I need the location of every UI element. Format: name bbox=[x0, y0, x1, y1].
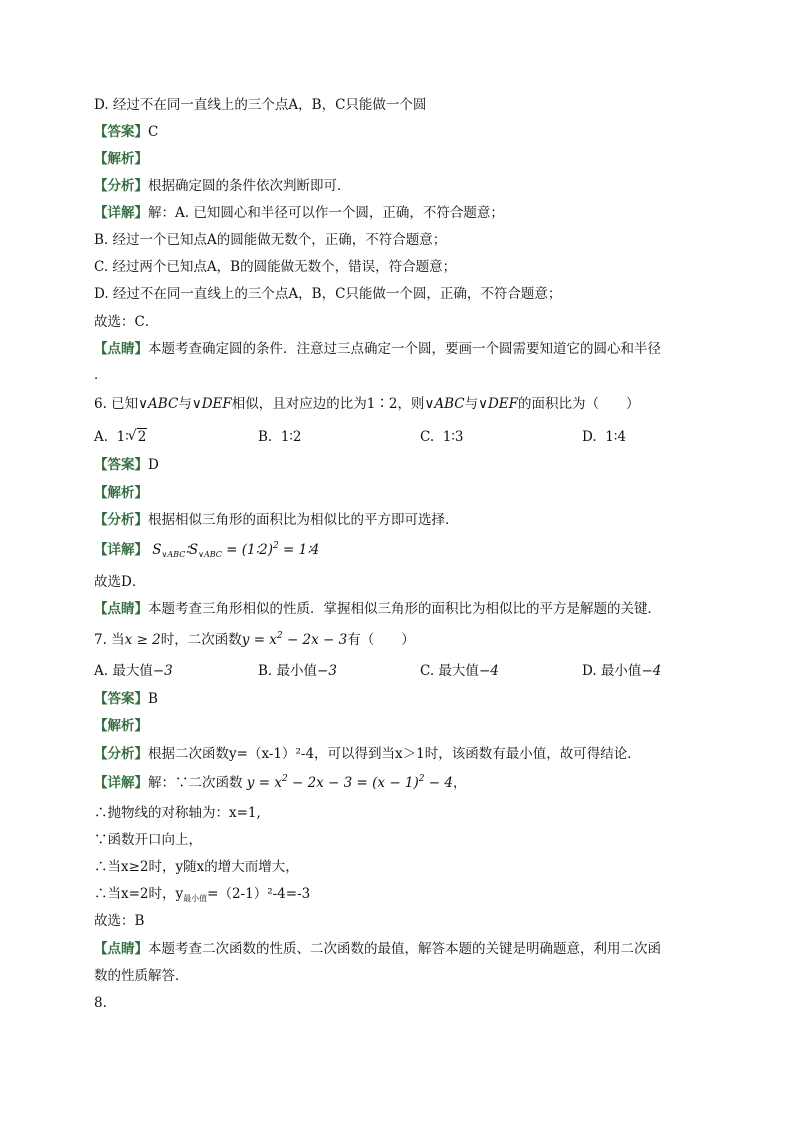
q5-choose: 故选：C． bbox=[94, 314, 159, 330]
q7-analysis-tag: 【解析】 bbox=[94, 718, 148, 734]
q7-choose: 故选：B bbox=[94, 913, 145, 929]
q7-detail-formula: $y = x^2 - 2x - 3 = (x - 1)^2 - 4$ bbox=[246, 774, 453, 791]
q7-stem: 7. 当x ≥ 2时，二次函数$y = x^2 - 2x - 3$有（ ） bbox=[94, 631, 415, 648]
q6-detail-formula: $S_{\vee ABC}∶S_{\vee ABC}$ = (1∶2)$^2$ = 1∶4 bbox=[152, 541, 320, 559]
q5-fenxi-line bbox=[94, 177, 351, 195]
q7-axis-line: ∴抛物线的对称轴为：x=1, bbox=[94, 805, 261, 821]
q6-analysis-tag: 【解析】 bbox=[94, 485, 148, 501]
q7-option-a: A. 最大值−3 bbox=[94, 663, 173, 679]
q7-fenxi: 根据二次函数y=（x-1）²-4，可以得到当x＞1时，该函数有最小值，故可得结论． bbox=[148, 746, 641, 762]
q6-option-d: D. 1∶4 bbox=[582, 429, 626, 445]
q7-detail-line: 【详解】解：∵二次函数 $y = x^2 - 2x - 3 = (x - 1)^2 - 4$， bbox=[94, 774, 467, 791]
q5-review-line bbox=[94, 340, 661, 358]
q6-detail-line: 【详解】 $S_{\vee ABC}∶S_{\vee ABC}$ = (1∶2)$^2$ = 1∶4 bbox=[94, 541, 320, 559]
answer-tag: 【答案】 bbox=[94, 124, 148, 140]
detail-tag: 【详解】 bbox=[94, 205, 148, 221]
q6-fenxi: 根据相似三角形的面积比为相似比的平方即可选择． bbox=[148, 512, 459, 528]
q7-review-2: 数的性质解答． bbox=[94, 968, 189, 984]
q7-option-d: D. 最小值−4 bbox=[582, 663, 662, 679]
q5-detail-intro: 解：A. 已知圆心和半径可以作一个圆，正确，不符合题意； bbox=[148, 205, 504, 221]
q5-answer: C bbox=[148, 124, 159, 140]
q5-detail-c: C. 经过两个已知点A，B的圆能做无数个，错误，符合题意； bbox=[94, 259, 457, 275]
q7-answer: B bbox=[148, 691, 158, 707]
q5-analysis-tag: 【解析】 bbox=[94, 151, 148, 167]
q5-detail-line bbox=[94, 204, 504, 222]
q5-review: 本题考查确定圆的条件．注意过三点确定一个圆，要画一个圆需要知道它的圆心和半径 bbox=[148, 341, 661, 357]
q5-option-d: D. 经过不在同一直线上的三个点A，B，C只能做一个圆 bbox=[94, 97, 427, 113]
review-tag: 【点睛】 bbox=[94, 341, 148, 357]
q6-option-a: A. 1∶√ 2 bbox=[94, 428, 147, 446]
q6-option-b: B. 1∶2 bbox=[258, 429, 302, 445]
q5-answer-line bbox=[94, 123, 158, 141]
q6-option-c: C. 1∶3 bbox=[420, 429, 464, 445]
q6-review: 本题考查三角形相似的性质．掌握相似三角形的面积比为相似比的平方是解题的关键． bbox=[148, 601, 661, 617]
q6-answer: D bbox=[148, 457, 159, 473]
q8-number: 8. bbox=[94, 995, 107, 1011]
q7-option-c: C. 最大值−4 bbox=[420, 663, 499, 679]
q6-answer-line: 【答案】D bbox=[94, 457, 159, 473]
q5-review-tail: ． bbox=[94, 367, 108, 383]
q7-fenxi-line: 【分析】根据二次函数y=（x-1）²-4，可以得到当x＞1时，该函数有最小值，故可得结论． bbox=[94, 746, 641, 762]
q7-min-line: ∴当x=2时，$y_{最小值}=(2-1)^2-4=-3$ bbox=[94, 886, 311, 903]
q7-increase-line: ∴当x≥2时，y随x的增大而增大， bbox=[94, 859, 299, 875]
q5-detail-d: D. 经过不在同一直线上的三个点A，B，C只能做一个圆，正确，不符合题意； bbox=[94, 286, 562, 302]
q7-answer-line: 【答案】B bbox=[94, 691, 158, 707]
q5-fenxi: 根据确定圆的条件依次判断即可． bbox=[148, 178, 351, 194]
q5-detail-b: B. 经过一个已知点A的圆能做无数个，正确，不符合题意； bbox=[94, 232, 447, 248]
q6-fenxi-line: 【分析】根据相似三角形的面积比为相似比的平方即可选择． bbox=[94, 512, 459, 528]
q7-open-line: ∵函数开口向上， bbox=[94, 832, 202, 848]
fenxi-tag: 【分析】 bbox=[94, 178, 148, 194]
q7-review-1: 本题考查二次函数的性质、二次函数的最值，解答本题的关键是明确题意，利用二次函 bbox=[148, 941, 661, 957]
q7-review-line: 【点睛】本题考查二次函数的性质、二次函数的最值，解答本题的关键是明确题意，利用二次函 bbox=[94, 941, 661, 957]
sqrt-symbol: √ 2 bbox=[129, 428, 148, 446]
q6-choose: 故选D． bbox=[94, 574, 146, 590]
q6-stem: 6. 已知∨ABC与∨DEF相似，且对应边的比为1∶2，则∨ABC与∨DEF的面积比为（ ） bbox=[94, 396, 640, 412]
q7-option-b: B. 最小值−3 bbox=[258, 663, 337, 679]
q6-review-line: 【点睛】本题考查三角形相似的性质．掌握相似三角形的面积比为相似比的平方是解题的关键． bbox=[94, 601, 661, 617]
